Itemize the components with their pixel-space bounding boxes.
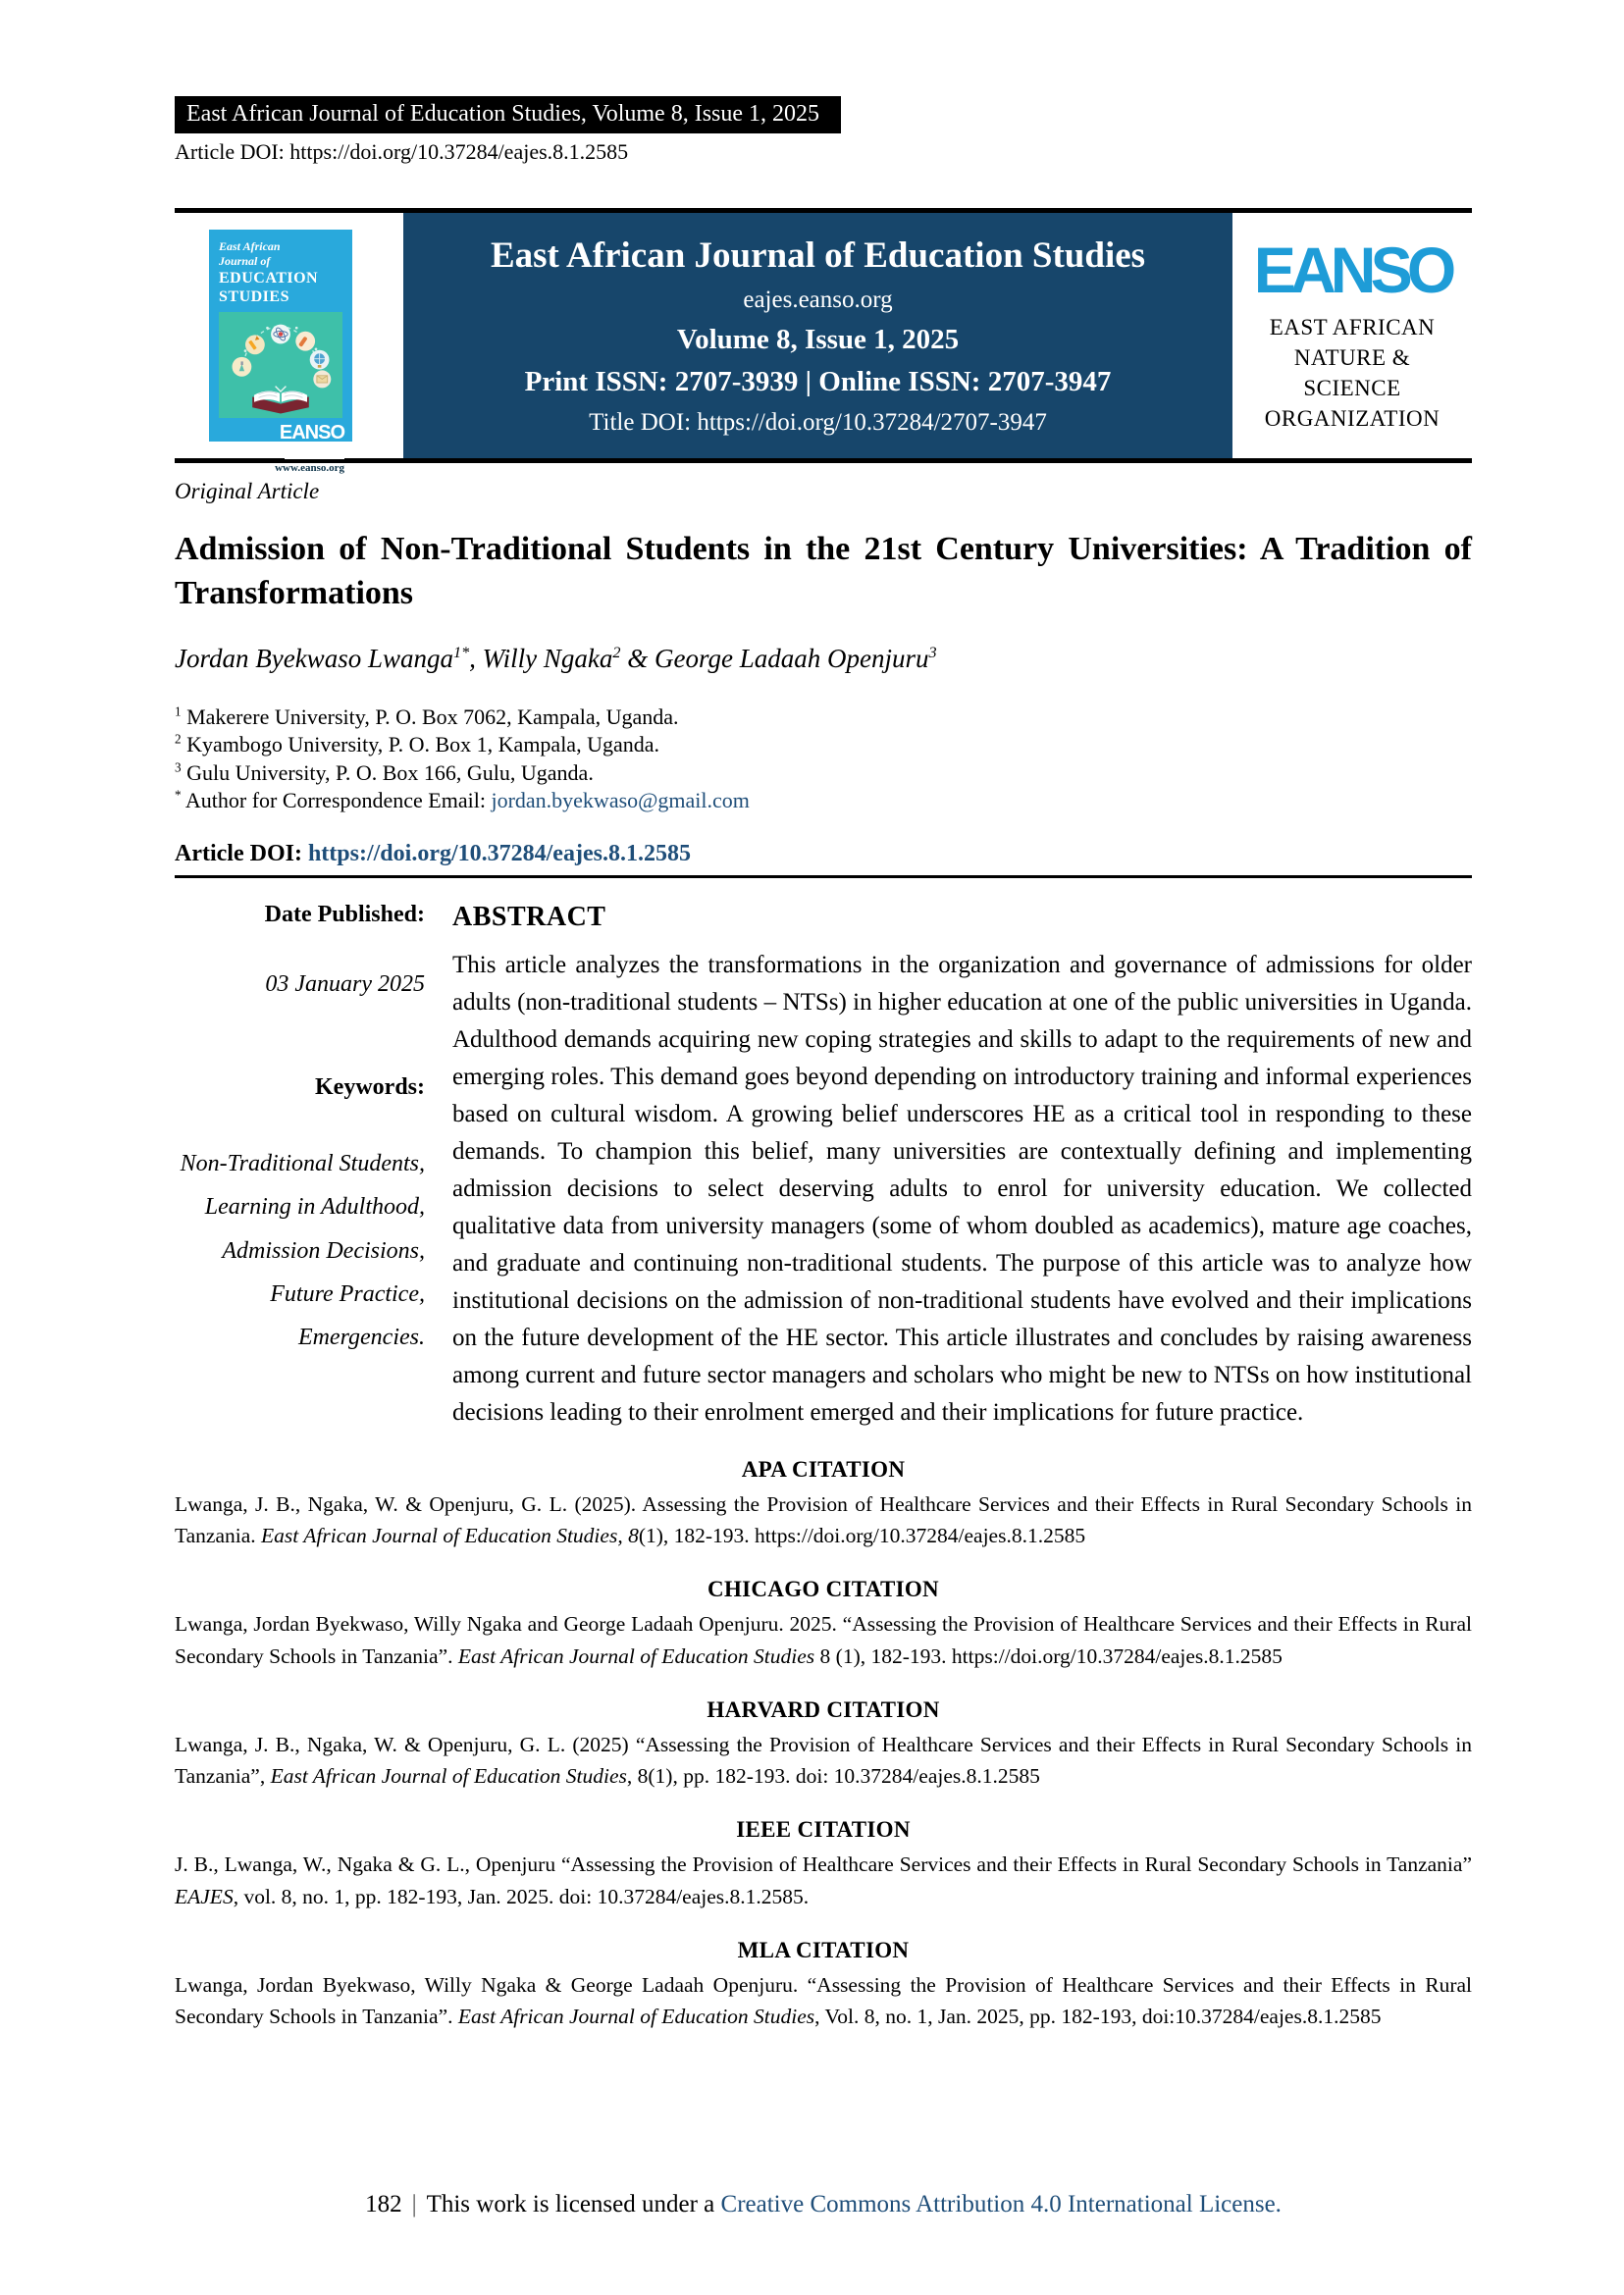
citation-segment: 8 (1), 182-193. https://doi.org/10.37284/eajes.8.1.2585 xyxy=(814,1643,1283,1668)
affiliation-sup: 2 xyxy=(175,731,182,747)
doi-label: Article DOI: xyxy=(175,138,290,164)
affiliation-sup: 3 xyxy=(175,759,182,775)
cover-illustration xyxy=(219,312,344,423)
org-name-line: ORGANIZATION xyxy=(1264,405,1441,431)
author-sup: 1* xyxy=(452,643,470,661)
eanso-organization xyxy=(1232,233,1472,434)
cover-website: www.eanso.org xyxy=(275,462,344,475)
license-link[interactable]: Creative Commons Attribution 4.0 International License. xyxy=(720,2191,1282,2217)
page-number: 182 xyxy=(365,2191,402,2217)
citation-segment: , 8(1), pp. 182-193. doi: 10.37284/eajes.8.1.2585 xyxy=(626,1764,1040,1789)
date-published-value: 03 January 2025 xyxy=(265,970,425,997)
correspondence-email-link[interactable]: jordan.byekwaso@gmail.com xyxy=(491,788,750,813)
journal-title: East African Journal of Education Studies xyxy=(490,235,1146,276)
cover-title-line: EDUCATION xyxy=(219,269,319,287)
affiliation-text: Gulu University, P. O. Box 166, Gulu, Uganda. xyxy=(181,759,594,785)
correspondence-label: Author for Correspondence Email: xyxy=(181,788,492,813)
author-name: Jordan Byekwaso Lwanga xyxy=(175,643,453,673)
affiliation xyxy=(175,759,1472,788)
abstract-sidebar xyxy=(175,902,425,1432)
citation-segment-italic: East African Journal of Education Studies xyxy=(457,1643,815,1668)
affiliation-sup: 1 xyxy=(175,704,182,719)
citation-text xyxy=(175,1608,1472,1672)
citation-ieee xyxy=(175,1792,1472,1912)
citation-segment: (1), 182-193. https://doi.org/10.37284/eajes.8.1.2585 xyxy=(638,1524,1086,1548)
cover-footer xyxy=(219,423,344,474)
author-sup: 3 xyxy=(928,643,937,661)
citation-text xyxy=(175,1969,1472,2033)
authors-line xyxy=(175,644,1472,674)
abstract-text: This article analyzes the transformations in the organization and governance of admissions for older adults (non-traditional students – NTSs) in higher education at one of the public universities in Uganda. Adulthood demands acquiring new coping strategies and skills to adapt to the requirements of new and emerging roles. This demand goes beyond depending on introductory training and informal experiences based on cultural wisdom. A growing belief underscores HE as a critical tool in responding to these demands. To champion this belief, many universities are contextually defining and implementing admission decisions to select deserving adults to enrol for university education. We collected qualitative data from university managers (some of whom doubled as academics), mature age coaches, and graduate and continuing non-traditional students. The purpose of this article was to analyze how institutional decisions on the admission of non-traditional students have evolved and their implications on the future development of the HE sector. This article illustrates and concludes by raising awareness among current and future sector managers and scholars who might be new to NTSs on how institutional decisions leading to their enrolment emerged and their implications for future practice. xyxy=(452,951,1472,1426)
citation-segment: J. B., Lwanga, W., Ngaka & G. L., Openjuru “Assessing the Provision of Healthcare Services and their Effects in Rural Secondary Schools in Tanzania” xyxy=(175,1852,1472,1877)
citation-heading: MLA CITATION xyxy=(737,1937,910,1962)
affiliation xyxy=(175,704,1472,732)
citation-segment: , vol. 8, no. 1, pp. 182-193, Jan. 2025. doi: 10.37284/eajes.8.1.2585. xyxy=(233,1884,810,1908)
citation-heading: APA CITATION xyxy=(741,1456,906,1482)
author-sup: 2 xyxy=(612,643,621,661)
abstract-section xyxy=(175,902,1472,1432)
article-title: Admission of Non-Traditional Students in the 21st Century Universities: A Tradition of Transformations xyxy=(175,530,1472,611)
affiliation xyxy=(175,731,1472,759)
article-type-label: Original Article xyxy=(175,478,320,503)
author-name: , Willy Ngaka xyxy=(469,643,613,673)
cover-eanso-logo: EANSO xyxy=(279,422,344,444)
keywords-label: Keywords: xyxy=(315,1073,425,1100)
citation-segment: Lwanga, Jordan Byekwaso, Willy Ngaka and George Ladaah Openjuru. 2025. “Assessing the Provision of Healthcare Services and their Effects in Rural Secondary Schools in Tanzania”. xyxy=(175,1612,1472,1668)
citation-segment: Lwanga, Jordan Byekwaso, Willy Ngaka & George Ladaah Openjuru. “Assessing the Provision of Healthcare Services and their Effects in Rural Secondary Schools in Tanzania”. xyxy=(175,1972,1472,2029)
citation-segment: Lwanga, J. B., Ngaka, W. & Openjuru, G. L. (2025). Assessing the Provision of Healthcare Services and their Effects in Rural Secondary Schools in Tanzania. xyxy=(175,1491,1472,1548)
citation-text xyxy=(175,1729,1472,1793)
citation-mla xyxy=(175,1912,1472,2033)
journal-info-panel xyxy=(403,213,1232,458)
correspondence-sup: * xyxy=(175,788,182,803)
citation-segment: Lwanga, J. B., Ngaka, W. & Openjuru, G. L. (2025) “Assessing the Provision of Healthcare Services and their Effects in Rural Secondary Schools in Tanzania”, xyxy=(175,1732,1472,1789)
article-doi-line-bold xyxy=(175,841,1472,867)
issue-banner: East African Journal of Education Studies, Volume 8, Issue 1, 2025 xyxy=(175,96,841,133)
article-doi-link[interactable]: https://doi.org/10.37284/eajes.8.1.2585 xyxy=(307,840,691,866)
cover-journals-badge: JOURNALS xyxy=(285,446,344,459)
journal-website: eajes.eanso.org xyxy=(743,287,893,314)
affiliations xyxy=(175,704,1472,815)
citation-segment: , Vol. 8, no. 1, Jan. 2025, pp. 182-193, doi:10.37284/eajes.8.1.2585 xyxy=(814,2005,1382,2029)
citation-heading: HARVARD CITATION xyxy=(707,1696,940,1722)
doi-label: Article DOI: xyxy=(175,840,308,866)
affiliation-text: Makerere University, P. O. Box 7062, Kampala, Uganda. xyxy=(181,704,679,729)
journal-cover-thumbnail xyxy=(209,230,352,475)
correspondence-line xyxy=(175,787,1472,815)
date-published-label: Date Published: xyxy=(264,901,425,927)
affiliation-text: Kyambogo University, P. O. Box 1, Kampala, Uganda. xyxy=(181,732,659,757)
citation-text xyxy=(175,1849,1472,1912)
license-text: This work is licensed under a xyxy=(426,2191,721,2217)
citation-heading: CHICAGO CITATION xyxy=(707,1577,939,1602)
issn-line: Print ISSN: 2707-3939 | Online ISSN: 2707-3947 xyxy=(524,366,1112,398)
citation-apa xyxy=(175,1432,1472,1552)
citation-heading: IEEE CITATION xyxy=(736,1817,911,1843)
abstract-heading: ABSTRACT xyxy=(452,901,606,932)
citation-chicago xyxy=(175,1551,1472,1672)
org-name-line: NATURE & xyxy=(1293,344,1411,370)
citation-segment-italic: East African Journal of Education Studies xyxy=(457,2005,815,2029)
horizontal-rule xyxy=(175,875,1472,878)
footer-divider: | xyxy=(411,2191,417,2217)
page-footer xyxy=(175,2191,1472,2295)
org-name-line: SCIENCE xyxy=(1303,375,1401,400)
volume-issue: Volume 8, Issue 1, 2025 xyxy=(676,324,960,356)
citation-segment-italic: EAJES xyxy=(175,1884,234,1908)
abstract-body xyxy=(452,902,1472,1432)
article-doi-line-top xyxy=(175,139,1472,165)
org-name-line: EAST AFRICAN xyxy=(1269,314,1436,339)
cover-title-line: East African xyxy=(219,238,281,253)
author-name: & George Ladaah Openjuru xyxy=(620,643,929,673)
citation-text xyxy=(175,1488,1472,1552)
eanso-logo: EANSO xyxy=(1253,233,1451,306)
masthead xyxy=(175,208,1472,475)
citation-segment-italic: East African Journal of Education Studies, 8 xyxy=(261,1524,639,1548)
citation-segment-italic: East African Journal of Education Studies xyxy=(270,1764,627,1789)
open-book-illustration xyxy=(219,312,342,418)
doi-value: https://doi.org/10.37284/eajes.8.1.2585 xyxy=(289,138,629,164)
citation-harvard xyxy=(175,1672,1472,1793)
title-doi-line: Title DOI: https://doi.org/10.37284/2707-3947 xyxy=(589,408,1047,436)
cover-title-line: Journal of xyxy=(219,253,271,268)
keywords-list: Non-Traditional Students, Learning in Adulthood, Admission Decisions, Future Practice, Emergencies. xyxy=(180,1150,425,1351)
cover-title-line: STUDIES xyxy=(219,287,289,305)
